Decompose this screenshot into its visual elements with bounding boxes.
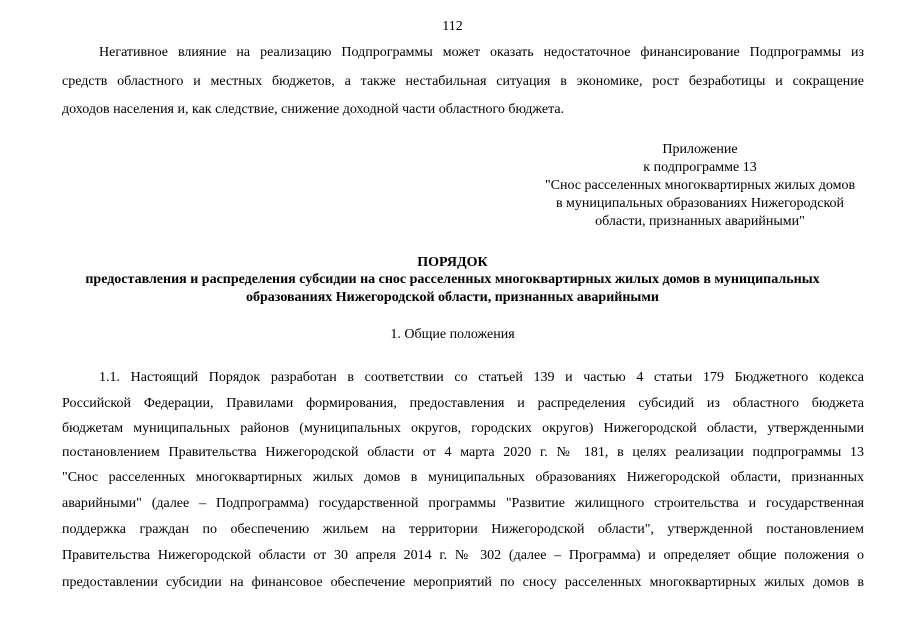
section-heading: 1. Общие положения xyxy=(390,327,515,342)
clause-line-3: бюджетам муниципальных районов (муниципальных округов, городских округов) Нижегородской области, утвержденными xyxy=(62,421,864,436)
subtitle-line-2: образованиях Нижегородской области, признанных аварийными xyxy=(246,290,659,305)
appendix-line-2: к подпрограмме 13 xyxy=(643,160,757,175)
intro-line-1: Негативное влияние на реализацию Подпрограммы может оказать недостаточное финансирование Подпрограммы из xyxy=(99,45,864,60)
clause-line-8: Правительства Нижегородской области от 30 апреля 2014 г. № 302 (далее – Программа) и определяет общие положения о xyxy=(62,548,864,563)
clause-line-2: Российской Федерации, Правилами формирования, предоставления и распределения субсидий из областного бюджета xyxy=(62,396,864,411)
clause-line-6: аварийными" (далее – Подпрограмма) государственной программы "Развитие жилищного строительства и государственная xyxy=(62,496,864,511)
clause-line-1: 1.1. Настоящий Порядок разработан в соответствии со статьей 139 и частью 4 статьи 179 Бюджетного кодекса xyxy=(99,370,864,385)
intro-line-3: доходов населения и, как следствие, снижение доходной части областного бюджета. xyxy=(62,102,565,117)
clause-line-7: поддержка граждан по обеспечению жильем на территории Нижегородской области", утвержденной постановлением xyxy=(62,522,864,537)
clause-line-5: "Снос расселенных многоквартирных жилых домов в муниципальных образованиях Нижегородской области, признанных xyxy=(62,470,864,485)
appendix-block xyxy=(520,141,880,231)
appendix-line-1: Приложение xyxy=(662,142,738,157)
document-subtitle xyxy=(40,271,865,307)
subtitle-line-1: предоставления и распределения субсидии на снос расселенных многоквартирных жилых домов в муниципальных xyxy=(85,272,820,287)
clause-line-9: предоставлении субсидии на финансовое обеспечение мероприятий по сносу расселенных многоквартирных жилых домов в xyxy=(62,575,864,590)
clause-line-4: постановлением Правительства Нижегородской области от 4 марта 2020 г. № 181, в целях реализации подпрограммы 13 xyxy=(62,445,864,460)
appendix-line-4: в муниципальных образованиях Нижегородской xyxy=(555,196,845,211)
page-number: 112 xyxy=(442,19,463,34)
document-title: ПОРЯДОК xyxy=(417,255,488,270)
appendix-line-5: области, признанных аварийными" xyxy=(595,214,805,229)
intro-line-2: средств областного и местных бюджетов, а также нестабильная ситуация в экономике, рост безработицы и сокращение xyxy=(62,74,864,89)
appendix-line-3: "Снос расселенных многоквартирных жилых домов xyxy=(544,178,856,193)
